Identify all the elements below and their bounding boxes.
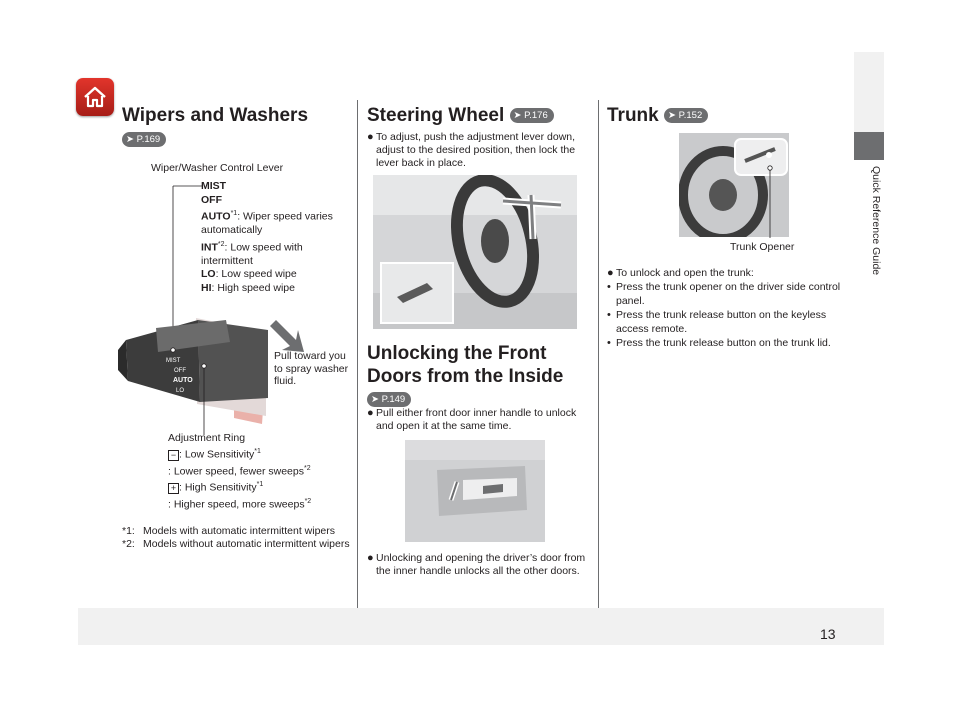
mode-auto: AUTO$^{*1}$: Wiper speed varies automatically: [201, 210, 333, 236]
svg-text:AUTO: AUTO: [173, 377, 193, 384]
trunk-opener-label: Trunk Opener: [730, 241, 795, 253]
wipers-ref-link[interactable]: [122, 131, 166, 149]
svg-text:MIST: MIST: [166, 358, 181, 364]
svg-text:HI: HI: [176, 398, 182, 404]
wipers-title: Wipers and Washers: [122, 105, 309, 126]
bullet-icon: ●: [607, 267, 614, 279]
wipers-ref-text: P.169: [136, 134, 161, 146]
mode-hi: HI: High speed wipe: [201, 281, 295, 294]
pull-note: Pull toward you to spray washer fluid.: [274, 350, 349, 387]
page-ref-arrow-icon: ➤: [513, 110, 522, 122]
footnote-2: *2: Models without automatic intermittent wipers: [122, 538, 350, 550]
mode-lo: LO: Low speed wipe: [201, 268, 297, 280]
steering-wheel-photo: [373, 175, 577, 329]
ring-high-sensitivity: + : High Sensitivity$^{*1}$: [168, 478, 358, 495]
trunk-item-3: • Press the trunk release button on the trunk lid.: [607, 337, 831, 349]
steering-bullet: ● To adjust, push the adjustment lever down, adjust to the desired position, then lock the lever back in place.: [367, 131, 576, 169]
svg-text:OFF: OFF: [174, 368, 186, 374]
page-ref-arrow-icon: ➤: [126, 134, 134, 146]
trunk-item-2: • Press the trunk release button on the keyless access remote.: [607, 309, 827, 335]
unlocking-ref-link[interactable]: ➤ P.149: [367, 391, 411, 409]
side-tab-label: Quick Reference Guide: [870, 166, 882, 276]
plus-icon: +: [168, 483, 179, 494]
unlocking-bullet-2: ● Unlocking and opening the driver’s door from the inner handle unlocks all the other doors.: [367, 552, 586, 577]
mode-int: INT$^{*2}$: Low speed with intermittent: [201, 240, 303, 267]
adjustment-ring-title: Adjustment Ring: [168, 432, 246, 444]
steering-title: Steering Wheel ➤ P.176: [367, 104, 554, 127]
wiper-lever-label: Wiper/Washer Control Lever: [151, 162, 284, 174]
door-handle-photo: [405, 440, 545, 542]
home-icon: [82, 84, 108, 110]
trunk-title: Trunk ➤ P.152: [607, 104, 708, 127]
bullet-icon: ●: [367, 552, 374, 564]
bullet-icon: •: [607, 337, 611, 349]
trunk-opener-callout: [690, 130, 790, 240]
ring-lower-speed: : Lower speed, fewer sweeps$^{*2}$: [168, 464, 311, 477]
wiper-footnotes: [122, 525, 352, 551]
page-ref-arrow-icon: ➤: [371, 394, 379, 406]
mode-mist: MIST: [201, 180, 227, 192]
trunk-ref-link[interactable]: ➤ P.152: [664, 108, 708, 123]
unlocking-title: Unlocking the Front Doors from the Inside: [367, 343, 564, 387]
trunk-instructions: [607, 266, 842, 350]
mode-off: OFF: [201, 193, 222, 206]
bullet-icon: •: [607, 309, 611, 321]
column-divider-2: [598, 100, 599, 608]
minus-icon: −: [168, 450, 179, 461]
footnote-1: *1: Models with automatic intermittent wipers: [122, 525, 335, 537]
side-tab-marker: [854, 132, 884, 160]
home-button[interactable]: [76, 78, 114, 116]
wiper-lever-illustration: [118, 180, 358, 435]
trunk-item-1: • Press the trunk opener on the driver side control panel.: [607, 281, 841, 307]
svg-text:LO: LO: [176, 388, 185, 394]
page-number: 13: [820, 626, 836, 642]
adjustment-ring-legend: [168, 431, 358, 511]
bullet-icon: ●: [367, 131, 374, 143]
bullet-icon: •: [607, 281, 611, 293]
bullet-icon: ●: [367, 407, 374, 419]
steering-ref-link[interactable]: ➤ P.176: [510, 108, 554, 123]
ring-higher-speed: : Higher speed, more sweeps$^{*2}$: [168, 497, 312, 510]
trunk-heading: ● To unlock and open the trunk:: [607, 267, 754, 279]
ring-low-sensitivity: − : Low Sensitivity$^{*1}$: [168, 445, 358, 462]
page-ref-arrow-icon: ➤: [668, 110, 676, 122]
unlocking-bullet-1: ● Pull either front door inner handle to unlock and open it at the same time.: [367, 407, 577, 432]
